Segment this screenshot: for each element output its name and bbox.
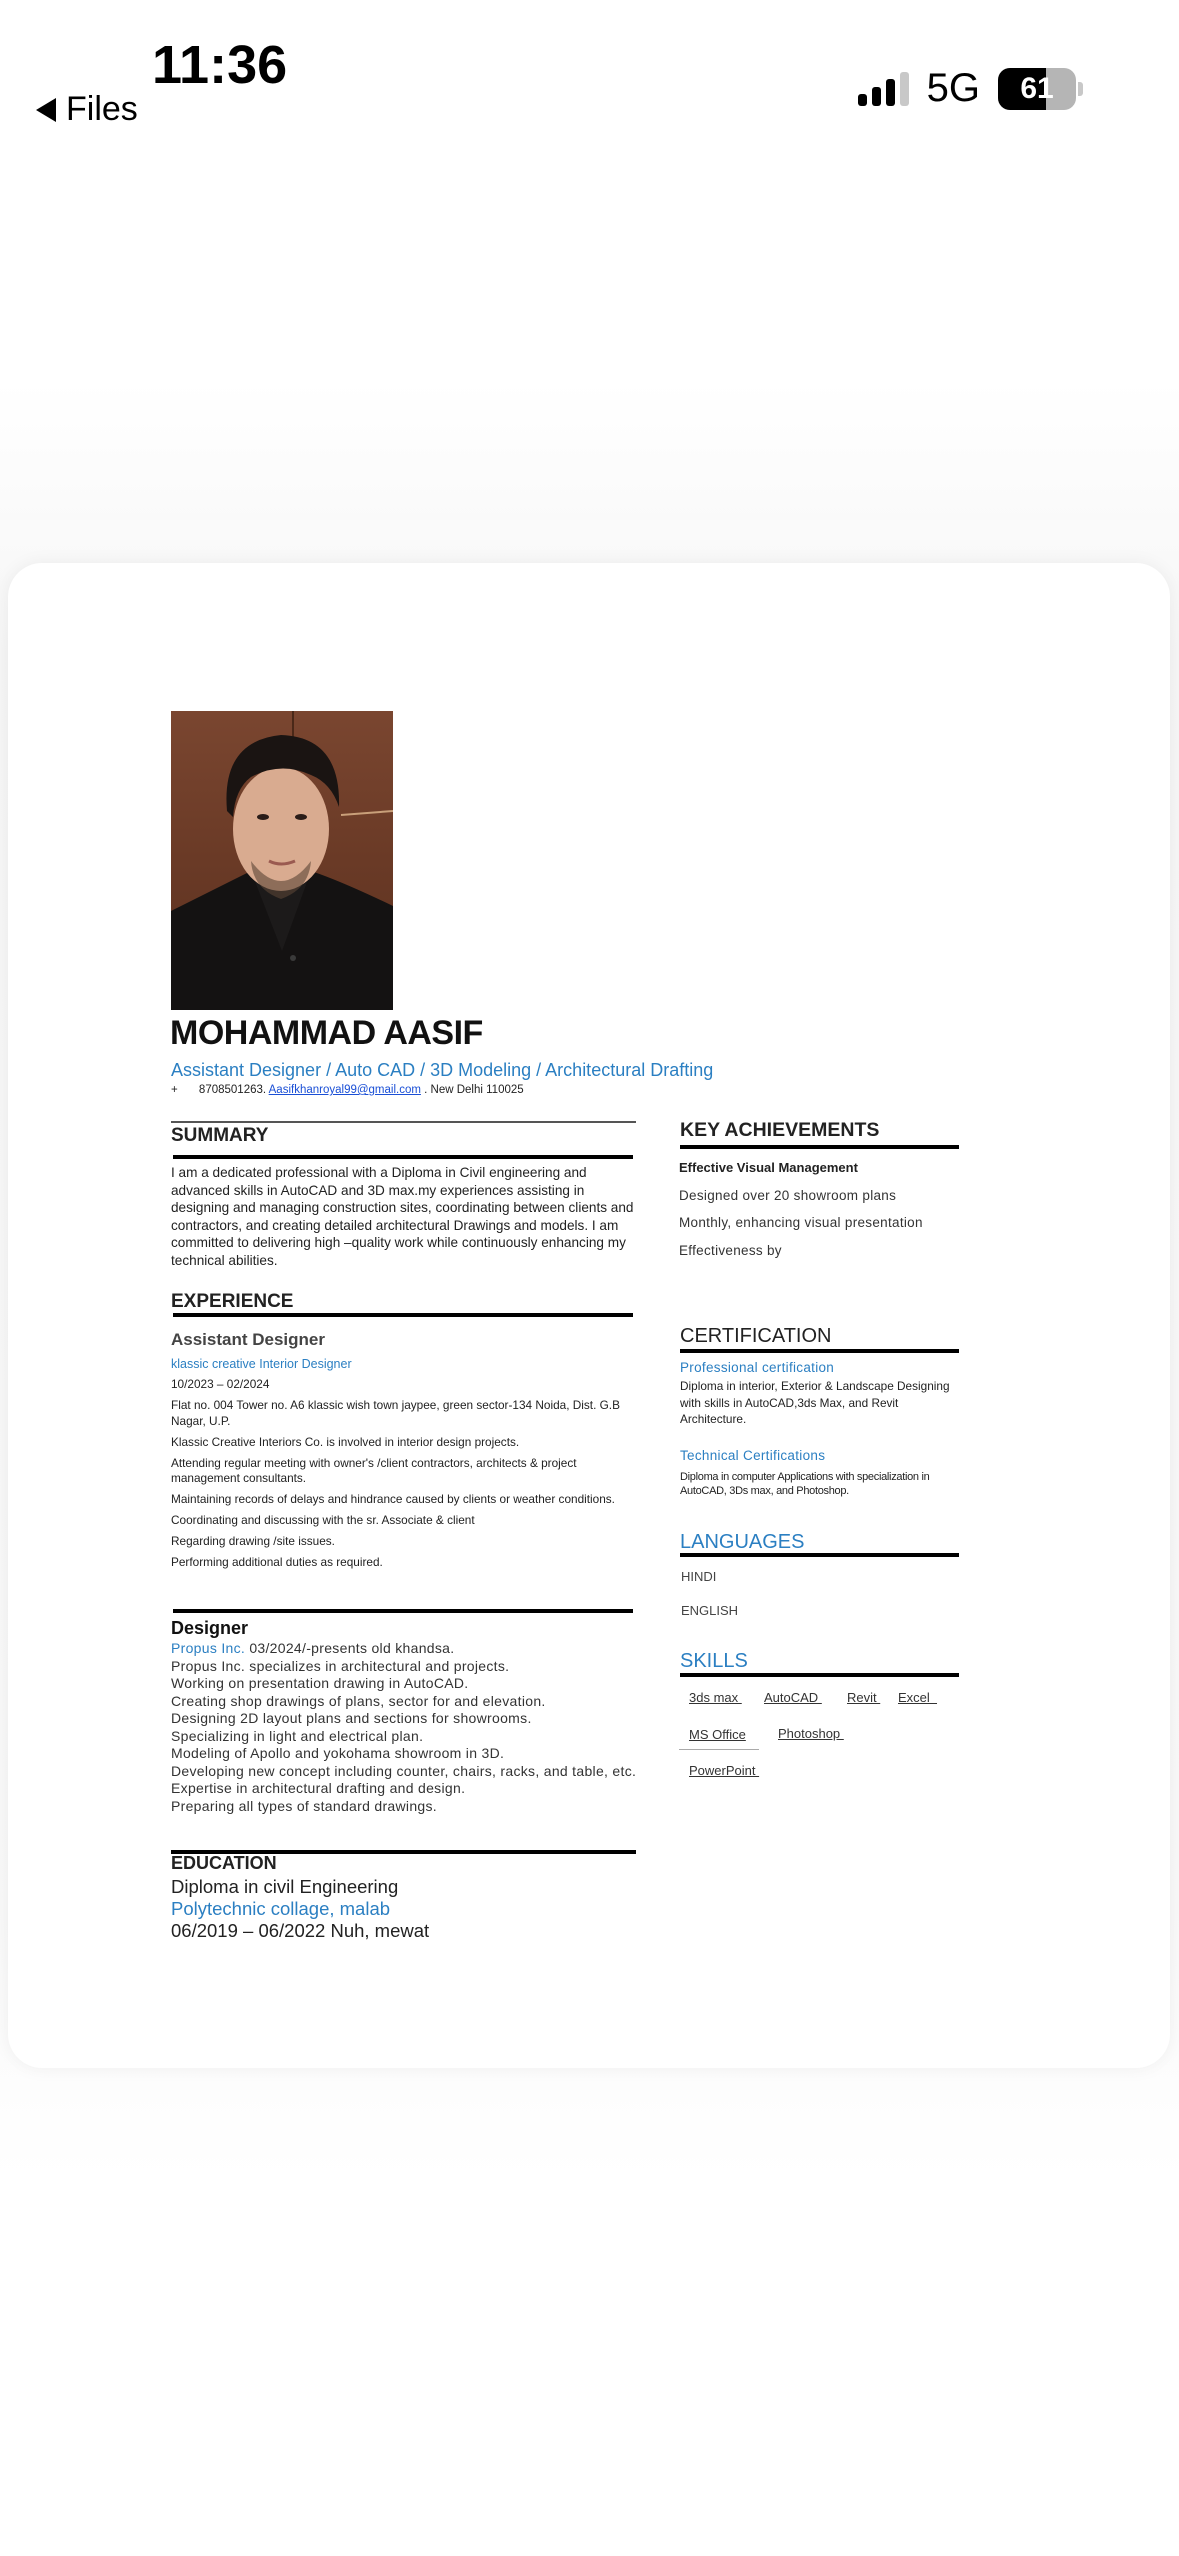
battery-tip [1078, 82, 1083, 96]
professional-certification-text: Diploma in interior, Exterior & Landscape Designing with skills in AutoCAD,3ds Max, and Revit Architecture. [680, 1379, 950, 1426]
job-detail-item: Creating shop drawings of plans, sector for and elevation. [171, 1692, 546, 1709]
divider [173, 1155, 633, 1159]
skill-tag: PowerPoint [689, 1763, 760, 1778]
achievement-item: Designed over 20 showroom plans [679, 1187, 897, 1203]
languages-heading: LANGUAGES [680, 1531, 805, 1553]
summary-heading: SUMMARY [171, 1125, 269, 1146]
job-title: Assistant Designer [171, 1330, 325, 1349]
cellular-signal-icon [858, 72, 909, 106]
status-time: 11:36 [152, 35, 288, 95]
achievement-item: Effectiveness by [679, 1242, 782, 1258]
back-arrow-icon [36, 98, 56, 122]
job-title: Designer [171, 1618, 249, 1638]
divider [680, 1553, 959, 1557]
contact-line [171, 1084, 524, 1096]
contact-bullet: + [171, 1084, 178, 1096]
candidate-tagline: Assistant Designer / Auto CAD / 3D Modeling / Architectural Drafting [171, 1060, 714, 1080]
divider [680, 1673, 959, 1677]
job-detail-item: Performing additional duties as required. [171, 1555, 383, 1569]
job-detail-item: Regarding drawing /site issues. [171, 1534, 335, 1548]
skill-tag: MS Office [689, 1727, 746, 1742]
job-detail-item: Expertise in architectural drafting and design. [171, 1780, 466, 1796]
job-detail-item: Developing new concept including counter, chairs, racks, and table, etc. [171, 1762, 637, 1779]
status-indicators [858, 66, 1083, 111]
job-detail-item: Designing 2D layout plans and sections for showrooms. [171, 1710, 532, 1726]
job-details [171, 1377, 641, 1576]
achievements-list [679, 1160, 923, 1270]
technical-certification-title: Technical Certifications [680, 1448, 826, 1463]
language-item: ENGLISH [681, 1603, 739, 1618]
underline-rule [679, 1749, 759, 1750]
experience-heading: EXPERIENCE [171, 1291, 294, 1312]
education-heading: EDUCATION [171, 1853, 277, 1873]
education-details [171, 1876, 429, 1942]
job-detail-item: 10/2023 – 02/2024 [171, 1377, 270, 1391]
job-detail-item: Attending regular meeting with owner's /client contractors, architects & project management consultants. [171, 1455, 577, 1485]
job-detail-item: Specializing in light and electrical plan. [171, 1727, 424, 1744]
achievement-item: Effective Visual Management [679, 1160, 858, 1175]
certification-heading: CERTIFICATION [680, 1325, 832, 1347]
achievement-item: Monthly, enhancing visual presentation [679, 1215, 923, 1230]
divider [171, 1121, 636, 1123]
job-detail-item: Flat no. 004 Tower no. A6 klassic wish town jaypee, green sector-134 Noida, Dist. G.B Nagar, U.P. [171, 1398, 620, 1428]
skill-tag: Revit [847, 1690, 881, 1705]
job-company: klassic creative Interior Designer [171, 1357, 352, 1371]
education-dates: 06/2019 – 06/2022 Nuh, mewat [171, 1920, 430, 1941]
job-detail-item: Modeling of Apollo and yokohama showroom in 3D. [171, 1745, 505, 1761]
battery-level: 61 [1020, 71, 1054, 105]
job-detail-item: Propus Inc. specializes in architectural and projects. [171, 1657, 510, 1674]
technical-certification-text: Diploma in computer Applications with specialization in AutoCAD, 3Ds max, and Photoshop. [680, 1471, 930, 1497]
divider [173, 1313, 633, 1317]
phone-number: 8708501263. [198, 1084, 267, 1096]
candidate-name: MOHAMMAD AASIF [170, 1014, 483, 1052]
back-to-files-button[interactable] [36, 90, 138, 129]
email-link[interactable]: Aasifkhanroyal99@gmail.com [268, 1084, 421, 1096]
job-detail-item: Working on presentation drawing in AutoCAD. [171, 1675, 469, 1691]
job-detail-item: Maintaining records of delays and hindrance caused by clients or weather conditions. [171, 1492, 615, 1506]
job-company-line [171, 1640, 641, 1658]
skill-tag: Excel [898, 1690, 938, 1705]
key-achievements-heading: KEY ACHIEVEMENTS [680, 1119, 880, 1141]
network-type: 5G [926, 66, 980, 110]
divider [680, 1145, 959, 1149]
divider [173, 1609, 633, 1613]
skill-tag: AutoCAD [764, 1690, 822, 1705]
professional-certification-title: Professional certification [680, 1360, 835, 1375]
job-details [171, 1640, 641, 1815]
job-detail-item: Klassic Creative Interiors Co. is involved in interior design projects. [171, 1434, 520, 1449]
summary-text: I am a dedicated professional with a Diploma in Civil engineering and advanced skills in AutoCAD and 3D max.my experiences assisting in designing and managing construction sites, coordinating between clients and contractors, and creating detailed architectural Drawings and models. I am committed to delivering high –quality work while continuously enhancing my technical abilities. [171, 1165, 634, 1268]
skill-tag: 3ds max [689, 1690, 742, 1705]
divider [680, 1349, 959, 1353]
job-dates: 03/2024/-presents old khandsa. [245, 1640, 455, 1656]
job-detail-item: Preparing all types of standard drawings. [171, 1797, 437, 1814]
job-company: Propus Inc. [171, 1640, 246, 1656]
back-label: Files [66, 90, 138, 128]
skills-heading: SKILLS [680, 1650, 748, 1672]
profile-photo [171, 711, 393, 1010]
location: . New Delhi 110025 [424, 1084, 524, 1096]
job-detail-item: Coordinating and discussing with the sr. Associate & client [171, 1513, 475, 1527]
education-degree: Diploma in civil Engineering [171, 1876, 399, 1897]
skill-tag: Photoshop [778, 1726, 844, 1741]
battery-icon [998, 68, 1076, 110]
language-item: HINDI [681, 1569, 717, 1584]
education-school: Polytechnic collage, malab [171, 1898, 391, 1919]
